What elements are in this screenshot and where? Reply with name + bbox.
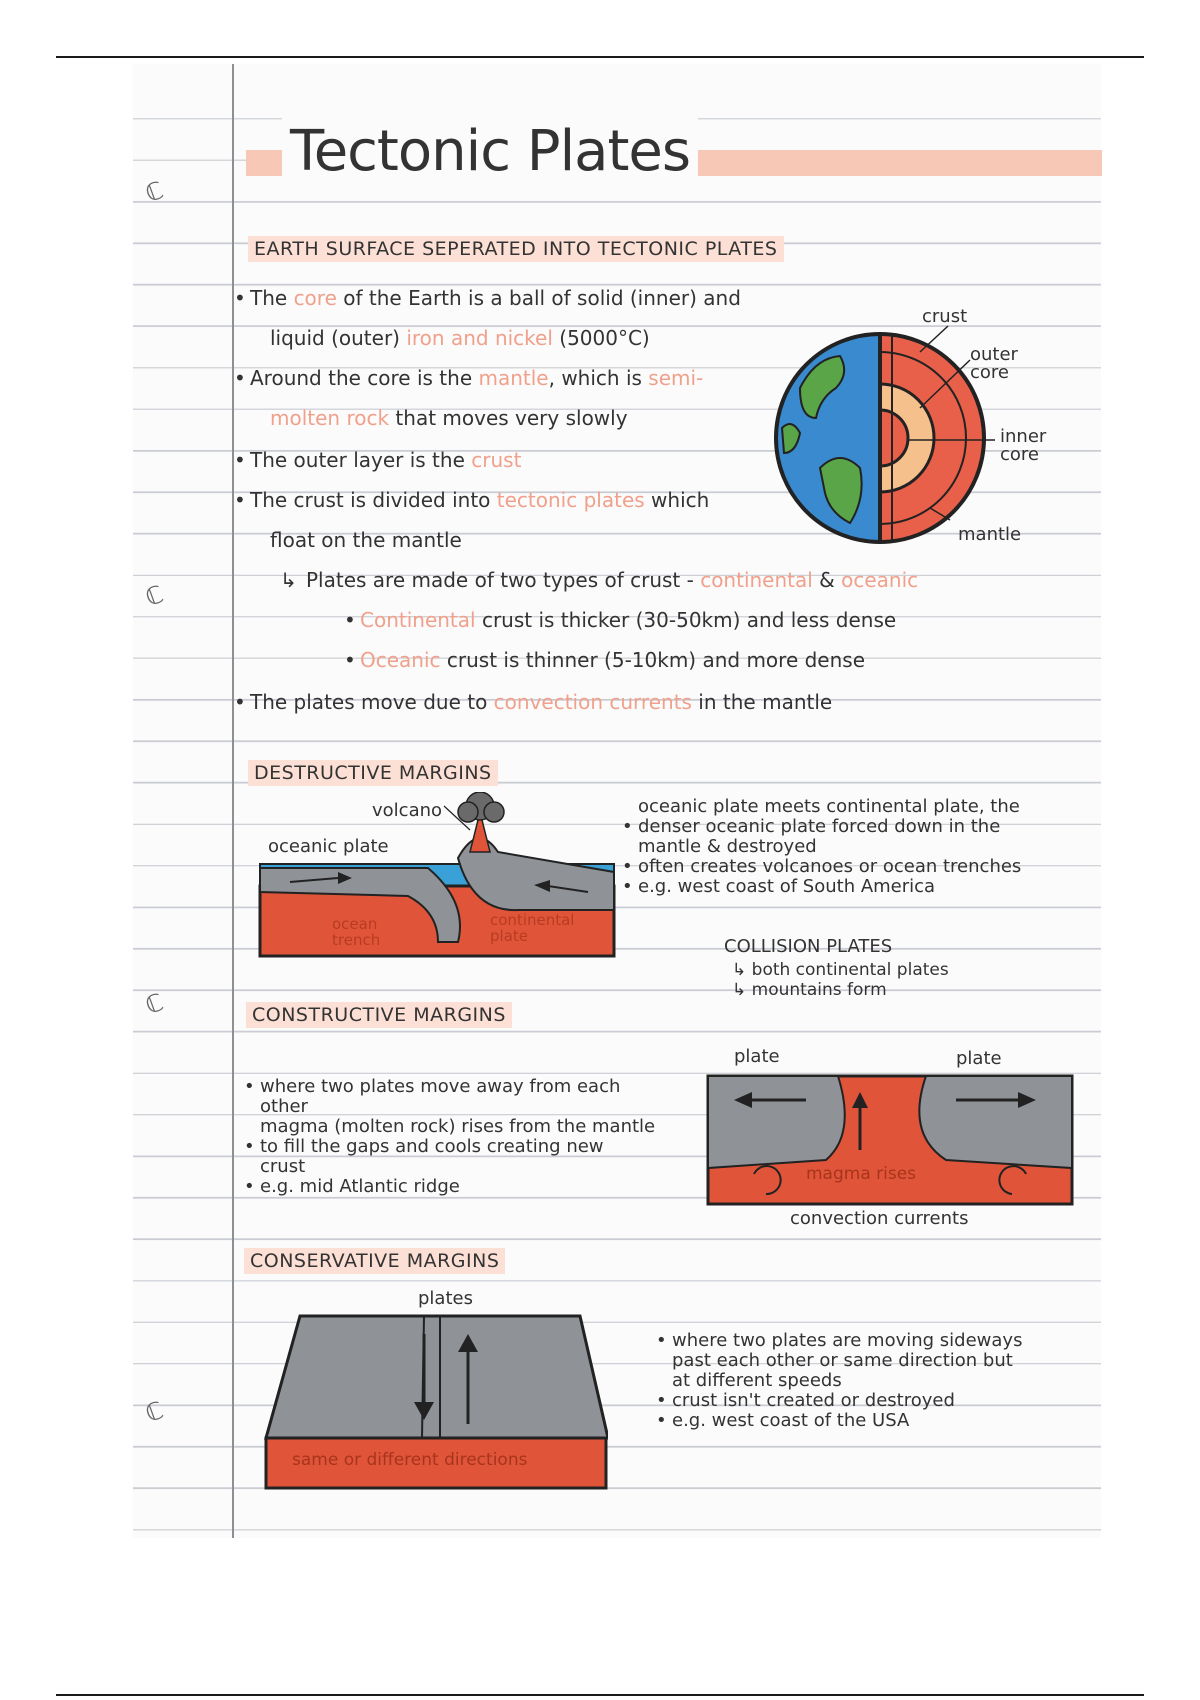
bullet-mark: •	[234, 448, 246, 472]
destructive-note-line	[622, 876, 935, 897]
highlighted-term: tectonic plates	[496, 488, 645, 512]
bullet-mark: •	[234, 690, 246, 714]
bullet-mark: •	[656, 1390, 667, 1411]
section1-line	[254, 406, 628, 430]
conservative-note-text: e.g. west coast of the USA	[672, 1410, 910, 1431]
binder-hole-icon: ℂ	[141, 175, 168, 209]
binder-hole-icon: ℂ	[141, 579, 168, 613]
section1-line	[254, 528, 462, 552]
destructive-note-text: often creates volcanoes or ocean trenches	[638, 856, 1022, 877]
destructive-note-line	[622, 836, 817, 857]
highlighted-term: molten rock	[270, 406, 390, 430]
label-crust: crust	[922, 306, 968, 327]
section1-line	[234, 366, 703, 390]
text-run: The crust is divided into	[250, 488, 497, 512]
text-run: Around the core is the	[250, 366, 479, 390]
text-run: crust is thicker (30-50km) and less dense	[475, 608, 897, 632]
constructive-note-text: other	[260, 1096, 308, 1117]
text-run: The outer layer is the	[250, 448, 472, 472]
destructive-note-line	[622, 856, 1021, 877]
top-rule	[56, 56, 1144, 58]
constructive-note-line	[244, 1156, 305, 1177]
text-run: that moves very slowly	[389, 406, 628, 430]
label-ocean-trench: ocean trench	[332, 915, 381, 949]
text-run: in the mantle	[691, 690, 833, 714]
page-title: Tectonic Plates	[282, 112, 698, 192]
text-run: of the Earth is a ball of solid (inner) and	[336, 286, 741, 310]
destructive-note-text: denser oceanic plate forced down in the	[638, 816, 1001, 837]
bullet-mark: •	[622, 876, 633, 897]
text-run: Plates are made of two types of crust -	[306, 568, 701, 592]
label-oceanic-plate: oceanic plate	[268, 836, 389, 857]
label-continental-plate: continental plate	[490, 911, 575, 945]
bullet-mark: •	[622, 816, 633, 837]
highlighted-term: oceanic	[841, 568, 919, 592]
destructive-note-text: e.g. west coast of South America	[638, 876, 936, 897]
highlighted-term: Continental	[360, 608, 476, 632]
text-run: float on the mantle	[270, 528, 462, 552]
highlighted-term: convection currents	[493, 690, 692, 714]
conservative-note-line	[656, 1330, 1022, 1351]
section-heading-constructive: CONSTRUCTIVE MARGINS	[246, 1002, 512, 1028]
constructive-note-text: e.g. mid Atlantic ridge	[260, 1176, 460, 1197]
binder-hole-icon: ℂ	[141, 1395, 168, 1429]
conservative-note-line	[656, 1370, 842, 1391]
highlighted-term: core	[293, 286, 337, 310]
constructive-note-line	[244, 1136, 604, 1157]
section1-line	[344, 648, 865, 672]
label-volcano: volcano	[372, 800, 443, 821]
constructive-note-line	[244, 1176, 460, 1197]
bullet-mark: •	[622, 856, 633, 877]
section-heading-conservative: CONSERVATIVE MARGINS	[244, 1248, 505, 1274]
text-run: The plates move due to	[250, 690, 494, 714]
destructive-note-text: oceanic plate meets continental plate, the	[638, 796, 1020, 817]
constructive-margin-diagram	[706, 1074, 1076, 1208]
section1-line	[234, 448, 521, 472]
text-run: , which is	[548, 366, 649, 390]
constructive-note-line	[244, 1096, 308, 1117]
bullet-mark: •	[244, 1136, 255, 1157]
bullet-mark: •	[656, 1330, 667, 1351]
section1-line	[234, 286, 741, 310]
binder-hole-icon: ℂ	[141, 987, 168, 1021]
highlighted-term: Oceanic	[360, 648, 441, 672]
bullet-mark: ↳	[280, 568, 297, 592]
constructive-note-text: crust	[260, 1156, 306, 1177]
bullet-mark: •	[656, 1410, 667, 1431]
bullet-mark: •	[234, 286, 246, 310]
section1-line	[254, 326, 650, 350]
highlighted-term: crust	[471, 448, 522, 472]
destructive-note-line	[622, 796, 1020, 817]
text-run: &	[812, 568, 842, 592]
section1-line	[234, 488, 709, 512]
constructive-note-text: magma (molten rock) rises from the mantle	[260, 1116, 656, 1137]
label-inner-core: inner core	[1000, 426, 1047, 465]
constructive-note-text: to fill the gaps and cools creating new	[260, 1136, 604, 1157]
collision-note: ↳ both continental plates	[732, 960, 949, 980]
conservative-note-line	[656, 1410, 909, 1431]
bullet-mark: •	[234, 488, 246, 512]
text-run: (5000°C)	[552, 326, 650, 350]
label-plates: plates	[418, 1288, 473, 1309]
conservative-note-text: where two plates are moving sideways	[672, 1330, 1023, 1351]
collision-note: ↳ mountains form	[732, 980, 887, 1000]
earth-layers-diagram	[770, 318, 1000, 558]
conservative-note-line	[656, 1390, 955, 1411]
collision-heading: COLLISION PLATES	[724, 936, 893, 957]
conservative-note-text: at different speeds	[672, 1370, 842, 1391]
highlighted-term: continental	[700, 568, 813, 592]
highlighted-term: iron and nickel	[406, 326, 553, 350]
bullet-mark: •	[244, 1076, 255, 1097]
bullet-mark: •	[234, 366, 246, 390]
constructive-note-line	[244, 1076, 620, 1097]
constructive-note-line	[244, 1116, 655, 1137]
destructive-note-line	[622, 816, 1000, 837]
text-run: crust is thinner (5-10km) and more dense	[440, 648, 866, 672]
section1-line	[344, 608, 896, 632]
bullet-mark: •	[344, 608, 356, 632]
label-directions: same or different directions	[292, 1450, 528, 1470]
label-plate-right: plate	[956, 1048, 1002, 1069]
highlighted-term: mantle	[478, 366, 549, 390]
constructive-note-text: where two plates move away from each	[260, 1076, 621, 1097]
bullet-mark: •	[344, 648, 356, 672]
conservative-note-text: crust isn't created or destroyed	[672, 1390, 955, 1411]
text-run: liquid (outer)	[270, 326, 407, 350]
conservative-note-text: past each other or same direction but	[672, 1350, 1013, 1371]
section-heading-destructive: DESTRUCTIVE MARGINS	[248, 760, 498, 786]
section-heading-earth-surface: EARTH SURFACE SEPERATED INTO TECTONIC PLATES	[248, 236, 784, 262]
label-outer-core: outer core	[970, 344, 1018, 383]
highlighted-term: semi-	[648, 366, 704, 390]
text-run: The	[250, 286, 294, 310]
section1-line	[280, 568, 918, 592]
conservative-note-line	[656, 1350, 1013, 1371]
section1-line	[234, 690, 832, 714]
text-run: which	[644, 488, 710, 512]
destructive-note-text: mantle & destroyed	[638, 836, 817, 857]
label-plate-left: plate	[734, 1046, 780, 1067]
label-convection-currents: convection currents	[790, 1208, 969, 1229]
bullet-mark: •	[244, 1176, 255, 1197]
label-magma-rises: magma rises	[806, 1164, 917, 1184]
bottom-rule	[56, 1694, 1144, 1696]
label-mantle: mantle	[958, 524, 1022, 545]
